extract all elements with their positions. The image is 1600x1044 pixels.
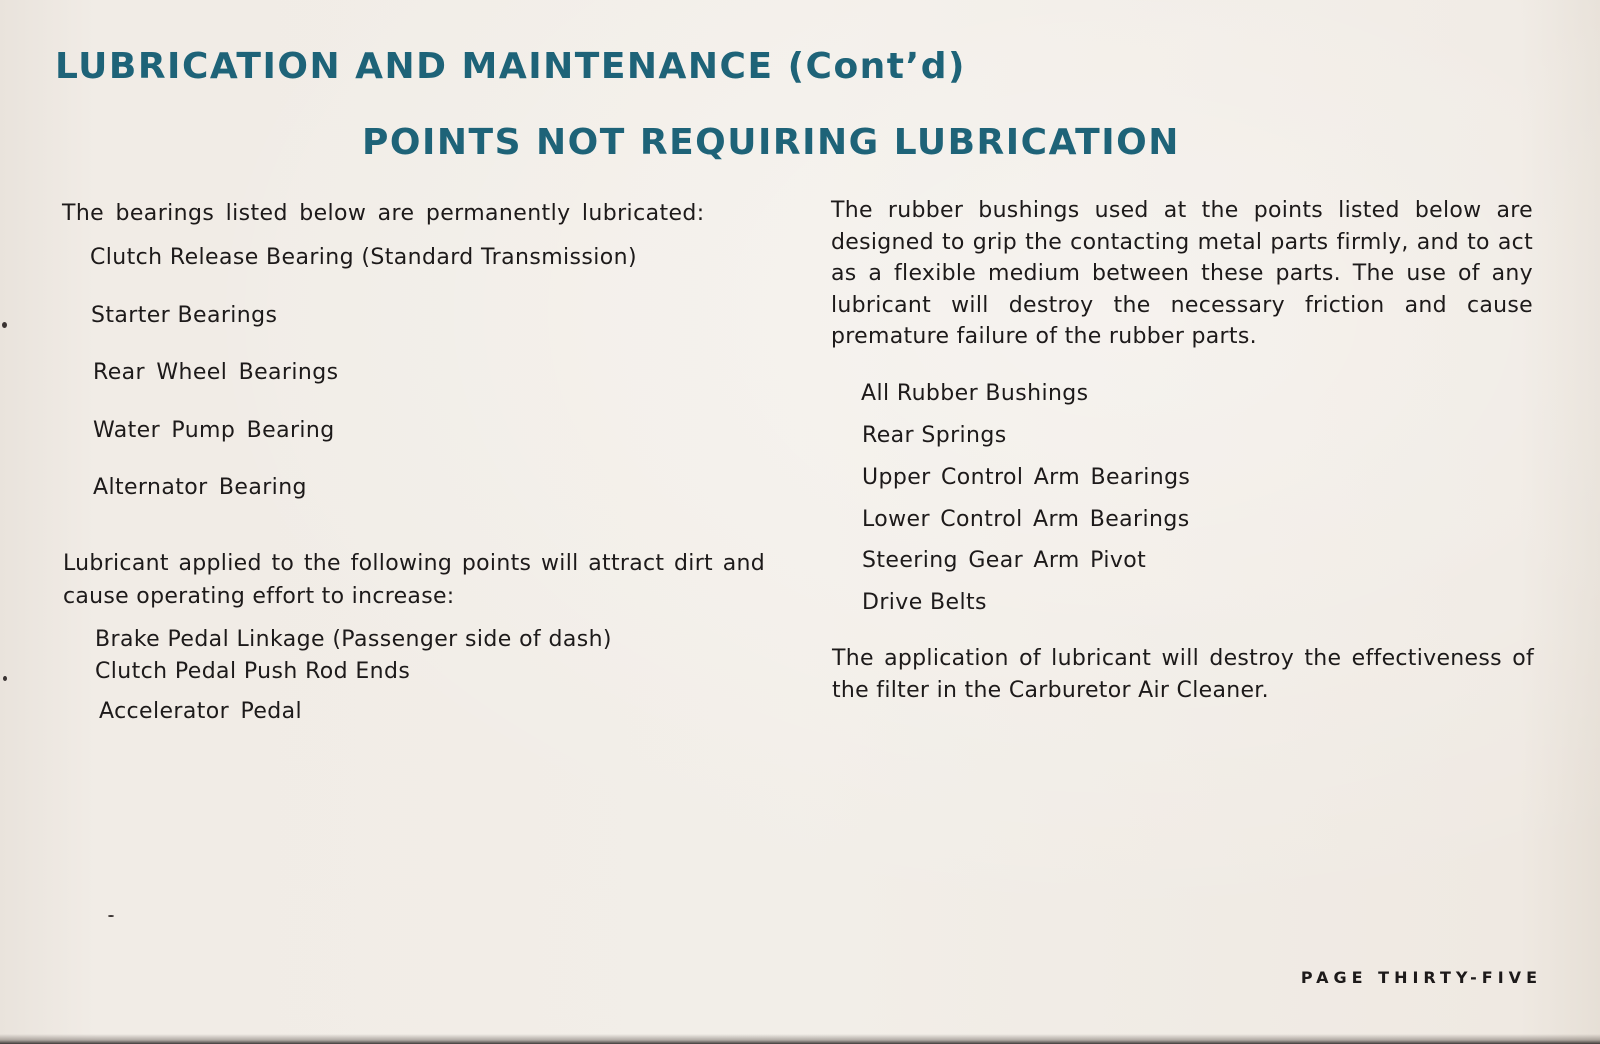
bearing-item: Alternator Bearing [93,475,307,500]
bearing-item: Starter Bearings [91,303,278,328]
air-cleaner-note: The application of lubricant will destroy the effectiveness of the filter in the Carburetor Air Cleaner. [832,646,1534,703]
page-title: LUBRICATION AND MAINTENANCE (Cont’d) [55,46,966,87]
bearing-item: Clutch Release Bearing (Standard Transmission) [90,245,637,270]
bushing-item: All Rubber Bushings [861,381,1089,406]
dirt-point-item: Clutch Pedal Push Rod Ends [95,659,411,684]
section-title: POINTS NOT REQUIRING LUBRICATION [362,122,1180,163]
bearing-item: Water Pump Bearing [93,418,335,443]
bushing-item: Upper Control Arm Bearings [862,465,1191,490]
bearings-intro: The bearings listed below are permanently lubricated: [62,201,705,226]
bushing-item: Drive Belts [862,590,987,615]
page-number: PAGE THIRTY-FIVE [1300,968,1542,987]
bushing-item: Steering Gear Arm Pivot [862,548,1147,573]
bushings-intro: The rubber bushings used at the points listed below are designed to grip the contacting metal parts firmly, and to act as a flexible medium between these parts. The use of any lubricant will destroy the necessary friction and cause premature failure of the rubber parts. [831,198,1533,349]
dirt-point-item: Accelerator Pedal [99,699,303,724]
paper-speck [108,915,114,917]
paper-speck [3,676,7,681]
page-bottom-edge [0,1034,1600,1044]
dirt-point-item: Brake Pedal Linkage (Passenger side of dash) [95,627,612,652]
bearing-item: Rear Wheel Bearings [93,360,339,385]
bushing-item: Lower Control Arm Bearings [862,507,1190,532]
paper-speck [2,322,7,328]
bushing-item: Rear Springs [862,423,1007,448]
dirt-intro: Lubricant applied to the following points will attract dirt and cause operating effort to increase: [63,551,765,609]
